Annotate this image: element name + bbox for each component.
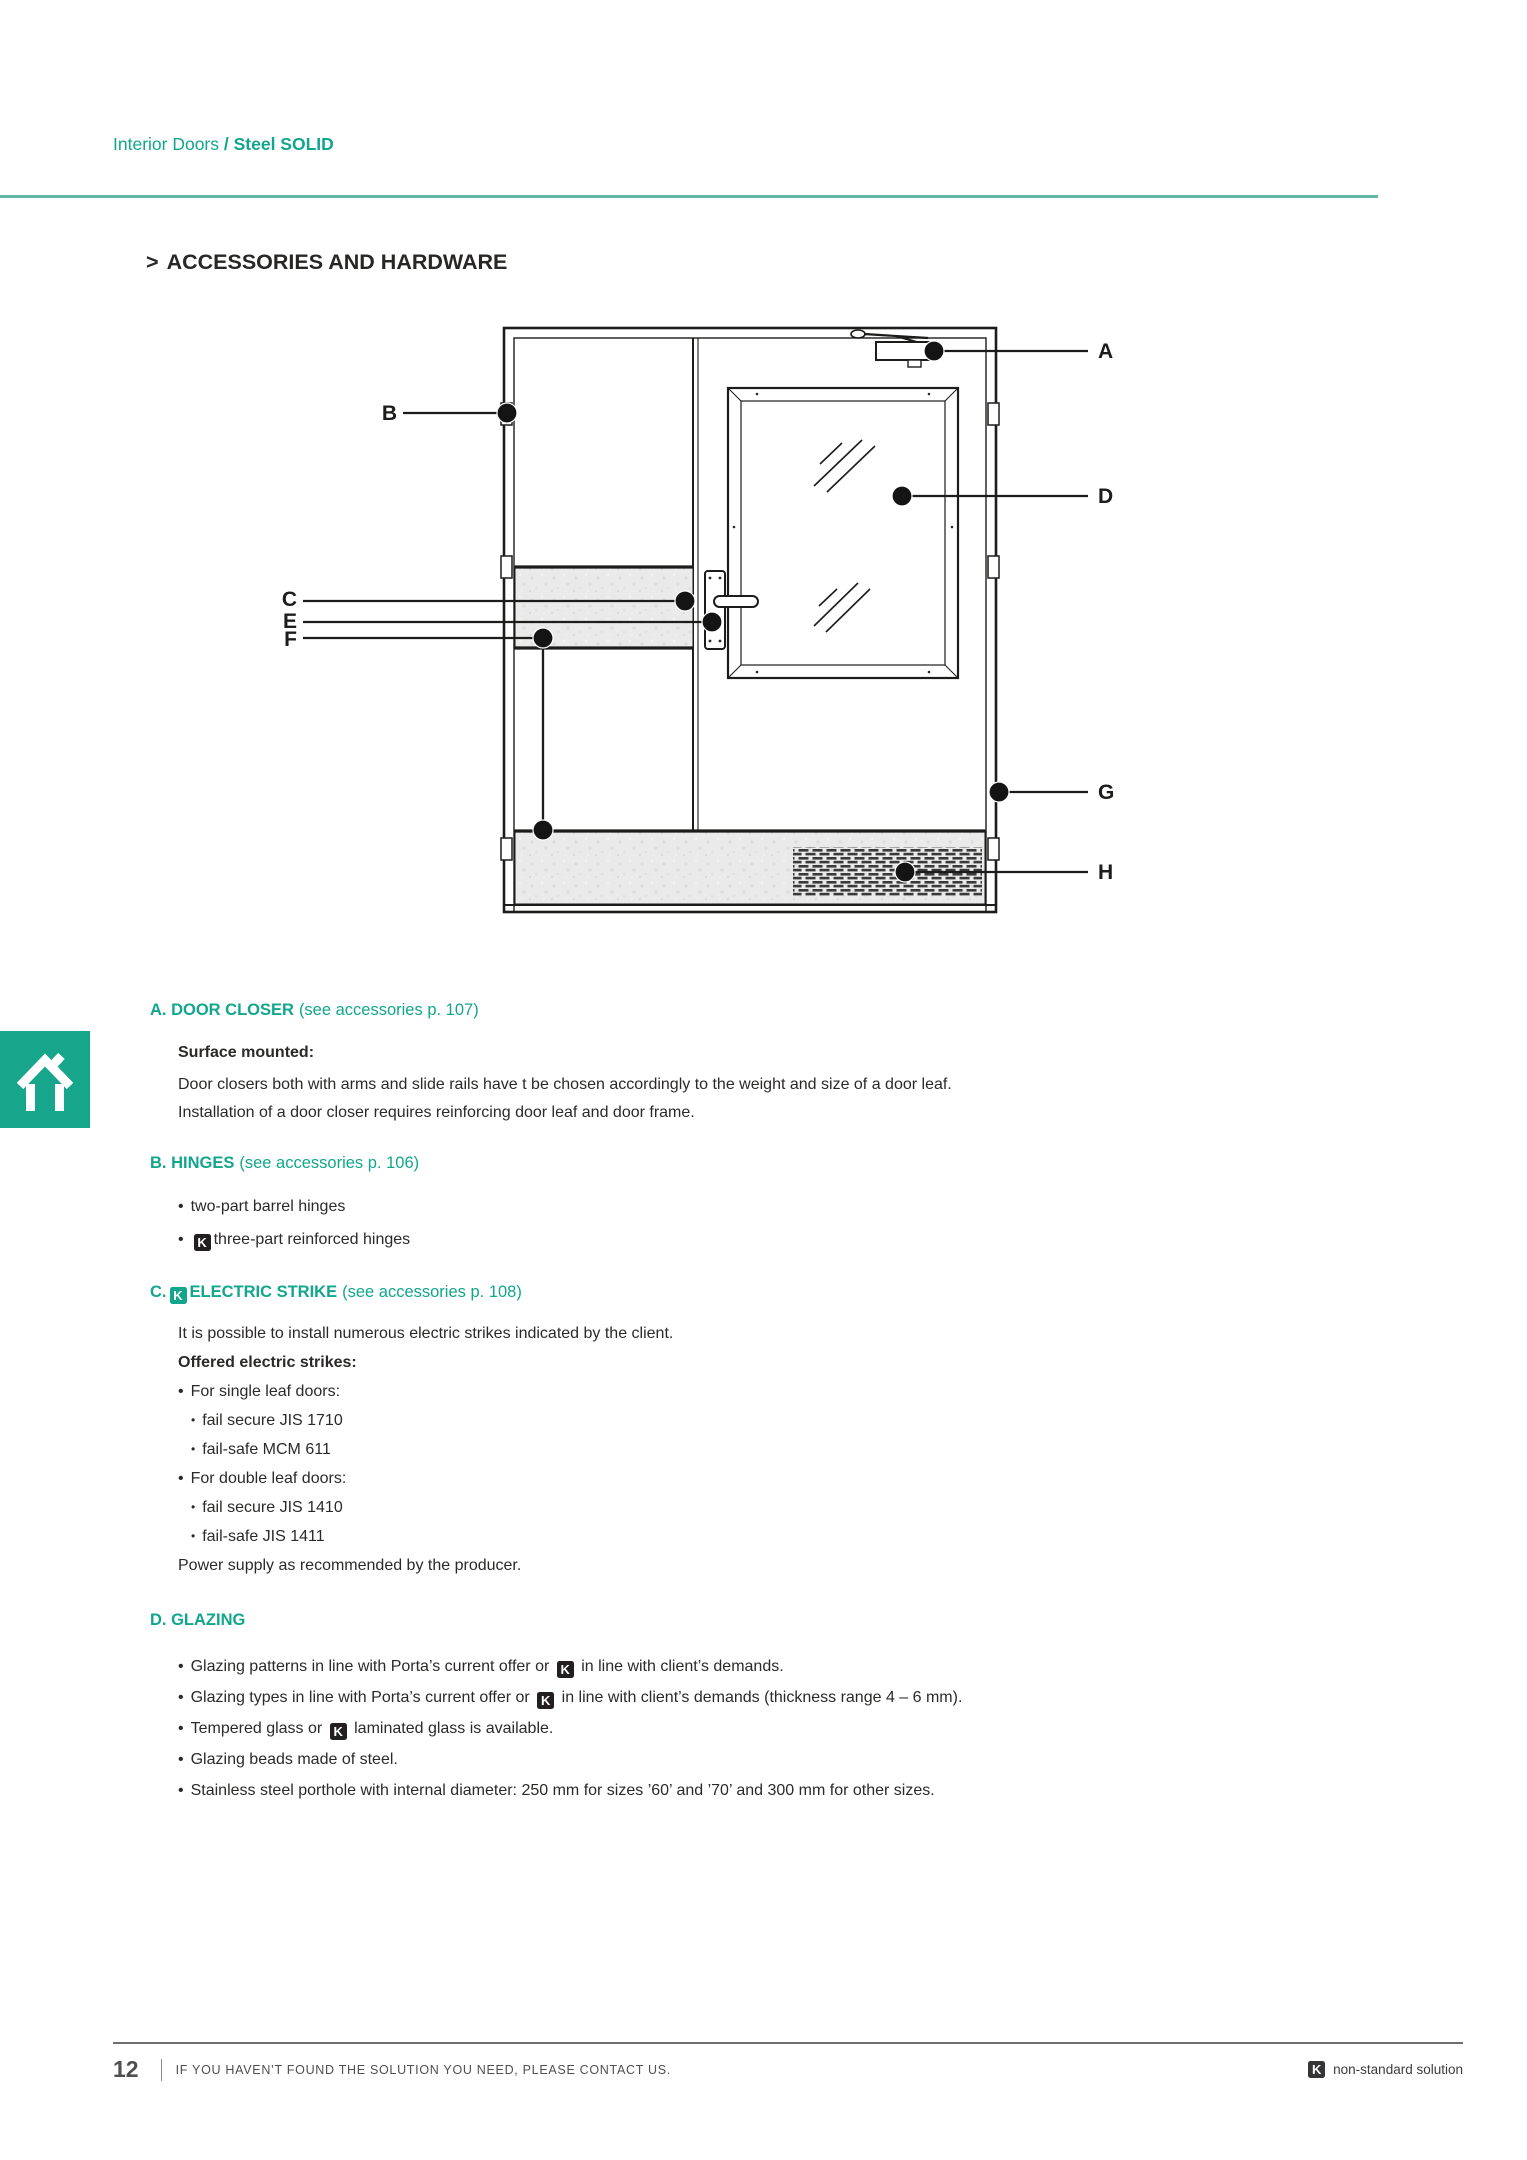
bullet-item: • Stainless steel porthole with internal diameter: 250 mm for sizes ’60’ and ’70’ and 300 mm for other sizes. <box>178 1782 935 1799</box>
section-a-line: Door closers both with arms and slide rails have t be chosen accordingly to the weight and size of a door leaf. <box>178 1076 952 1093</box>
section-c-outro: Power supply as recommended by the producer. <box>178 1556 522 1574</box>
section-c-subheading: Offered electric strikes: <box>178 1353 357 1371</box>
bullet-glyph: • <box>178 1689 184 1706</box>
footer-k-note: non-standard solution <box>1333 2062 1463 2077</box>
k-mark-icon: K <box>330 1723 347 1740</box>
bullet-item: • For single leaf doors: <box>178 1382 341 1400</box>
section-c-note: (see accessories p. 108) <box>342 1283 522 1301</box>
footer <box>113 2056 1463 2083</box>
diagram-label-d: D <box>1098 485 1114 508</box>
bullet-item: • fail secure JIS 1710 <box>191 1411 343 1429</box>
bullet-glyph: • <box>191 1441 196 1456</box>
diagram-label-a: A <box>1098 340 1114 363</box>
page-number: 12 <box>113 2056 139 2082</box>
bullet-glyph: • <box>178 1751 184 1768</box>
bullet-glyph: • <box>178 1469 184 1487</box>
breadcrumb <box>113 134 334 155</box>
home-tab[interactable] <box>0 1031 90 1128</box>
title-marker: > <box>146 250 159 274</box>
section-glazing <box>150 1611 962 1806</box>
diagram-label-b: B <box>381 402 397 425</box>
bullet-item: • Glazing types in line with Porta’s current offer or K in line with client’s demands (thickness range 4 – 6 mm). <box>178 1689 963 1708</box>
section-a-subheading: Surface mounted: <box>178 1044 315 1061</box>
bullet-glyph: • <box>191 1528 196 1543</box>
section-b-heading: B. HINGES (see accessories p. 106) <box>150 1154 420 1172</box>
section-door-closer <box>150 1001 952 1127</box>
home-icon <box>0 1031 90 1128</box>
section-a-line: Installation of a door closer requires reinforcing door leaf and door frame. <box>178 1104 695 1121</box>
bullet-glyph: • <box>178 1231 184 1248</box>
bullet-item: • Glazing beads made of steel. <box>178 1751 398 1768</box>
bullet-glyph: • <box>191 1412 196 1427</box>
bullet-item: • fail-safe MCM 611 <box>191 1440 331 1458</box>
breadcrumb-product: / Steel SOLID <box>223 134 334 154</box>
bullet-glyph: • <box>178 1720 184 1737</box>
bullet-glyph: • <box>178 1782 184 1799</box>
footer-divider <box>113 2042 1463 2044</box>
footer-legend <box>1308 2061 1463 2078</box>
section-b-note: (see accessories p. 106) <box>239 1154 420 1172</box>
footer-message: IF YOU HAVEN’T FOUND THE SOLUTION YOU NEED, PLEASE CONTACT US. <box>175 2062 671 2077</box>
glazing-frame-outer <box>728 388 958 678</box>
diagram-label-f: F <box>284 628 297 651</box>
diagram-label-c: C <box>281 588 297 611</box>
section-d-heading: D. GLAZING <box>150 1611 246 1629</box>
bullet-glyph: • <box>178 1382 184 1400</box>
diagram-label-h: H <box>1098 861 1114 884</box>
section-c-intro: It is possible to install numerous electric strikes indicated by the client. <box>178 1324 674 1342</box>
bullet-glyph: • <box>178 1658 184 1675</box>
bullet-item: • Glazing patterns in line with Porta’s current offer or K in line with client’s demands. <box>178 1658 784 1677</box>
door-accessories-diagram <box>281 310 1150 950</box>
header-divider <box>0 195 1378 198</box>
footer-vertical-divider <box>161 2059 162 2081</box>
bullet-item: • K three-part reinforced hinges <box>178 1231 411 1250</box>
bullet-item: • fail-safe JIS 1411 <box>191 1527 325 1545</box>
bullet-item: • Tempered glass or K laminated glass is available. <box>178 1720 554 1739</box>
k-mark-icon: K <box>170 1287 187 1304</box>
bullet-glyph: • <box>178 1198 184 1215</box>
section-a-heading: A. DOOR CLOSER (see accessories p. 107) <box>150 1001 479 1019</box>
diagram-label-e: E <box>282 610 297 633</box>
k-mark-icon: K <box>557 1661 574 1678</box>
section-hinges <box>150 1154 419 1256</box>
k-mark-icon: K <box>194 1234 211 1251</box>
diagram-label-g: G <box>1098 781 1115 804</box>
section-a-note: (see accessories p. 107) <box>298 1001 479 1019</box>
title-text: ACCESSORIES AND HARDWARE <box>166 250 508 274</box>
section-electric-strike <box>150 1283 673 1580</box>
bullet-glyph: • <box>191 1499 196 1514</box>
page-title <box>146 250 507 275</box>
k-mark-icon: K <box>1308 2061 1325 2078</box>
k-mark-icon: K <box>537 1692 554 1709</box>
bullet-item: • two-part barrel hinges <box>178 1198 346 1215</box>
section-c-heading: C. K ELECTRIC STRIKE (see accessories p. 108) <box>150 1283 522 1303</box>
bullet-item: • fail secure JIS 1410 <box>191 1498 343 1516</box>
bullet-item: • For double leaf doors: <box>178 1469 347 1487</box>
door-diagram-svg <box>281 310 1150 950</box>
breadcrumb-section: Interior Doors <box>113 134 224 154</box>
